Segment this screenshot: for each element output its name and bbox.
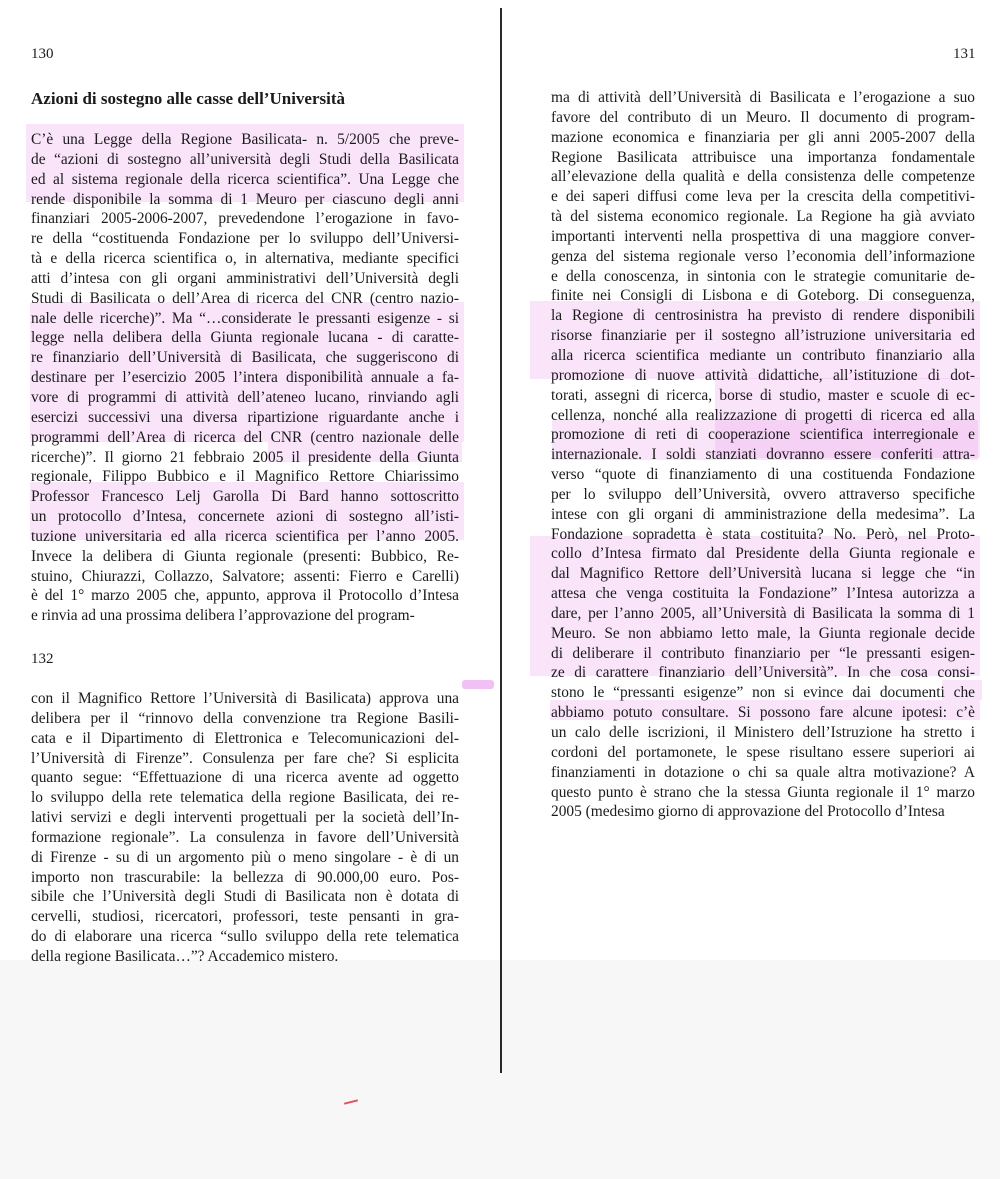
text-line: delibera per il “rinnovo della convenzione tra Regione Basili-	[31, 709, 459, 727]
text-line: 2005 (medesimo giorno di approvazione del Protocollo d’Intesa	[551, 803, 945, 821]
text-line: do di elaborare una ricerca “sullo sviluppo della rete telematica	[31, 928, 459, 946]
text-line: è del 1° marzo 2005 che, appunto, approva il Protocollo d’Intesa	[31, 587, 459, 605]
text-line: Meuro. Se non abbiamo letto male, la Giunta regionale decide	[551, 624, 975, 642]
text-line: Studi di Basilicata o dell’Area di ricerca del CNR (centro nazio-	[31, 289, 459, 307]
text-line: finanziamenti in dotazione o chi sa quale altra motivazione? A	[551, 763, 975, 781]
text-line: risorse finanziarie per il sostegno all’istruzione universitaria ed	[551, 327, 975, 345]
text-line: tuzione universitaria ed alla ricerca scientifica per l’anno 2005.	[31, 527, 459, 545]
text-line: finanziari 2005-2006-2007, prevedendone l’erogazione in favo-	[31, 210, 459, 228]
text-line: importanti interventi nella prospettiva di una maggiore conver-	[551, 227, 975, 245]
page-130-text-column	[31, 130, 459, 626]
page-number-131: 131	[953, 46, 976, 62]
text-line: C’è una Legge della Regione Basilicata- n. 5/2005 che preve-	[31, 131, 459, 148]
text-line: con il Magnifico Rettore l’Università di Basilicata) approva una	[31, 690, 459, 707]
text-line: tà e della ricerca scientifica o, in alternativa, mediante specifici	[31, 250, 459, 268]
text-line: formazione regionale”. La consulenza in favore dell’Università	[31, 828, 459, 846]
text-line: internazionale. I soldi stanziati dovranno essere conferiti attra-	[551, 446, 975, 464]
text-line: ed al sistema regionale della ricerca scientifica”. Una Legge che	[31, 170, 459, 188]
text-line: mazione economica e finanziaria per gli anni 2005-2007 della	[551, 128, 975, 146]
section-heading: Azioni di sostegno alle casse dell’Università	[31, 89, 346, 108]
text-line: questo punto è strano che la stessa Giunta regionale il 1° marzo	[551, 783, 975, 801]
text-line: cervelli, studiosi, ricercatori, professori, teste pensanti in gra-	[31, 908, 459, 926]
text-line: finite nei Consigli di Lisbona e di Goteborg. Di conseguenza,	[551, 287, 975, 305]
text-line: importo non trascurabile: la bellezza di 90.000,00 euro. Pos-	[31, 868, 459, 886]
text-line: la Regione di centrosinistra ha previsto di rendere disponibili	[551, 307, 975, 325]
text-line: rende disponibile la somma di 1 Meuro per ciascuno degli anni	[31, 190, 459, 208]
page-number-130: 130	[31, 46, 54, 62]
text-line: intese con gli organi di amministrazione della medesima”. La	[551, 505, 975, 523]
text-line: Fondazione sopradetta è stata costituita? No. Però, nel Proto-	[551, 525, 975, 543]
text-line: di deliberare il contributo finanziario per “le pressanti esigen-	[551, 644, 975, 662]
text-line: genza del sistema regionale verso l’economia dell’informazione	[551, 247, 975, 265]
text-line: attesa che venga costituita la Fondazione” l’Intesa autorizza a	[551, 585, 975, 603]
text-line: lo sviluppo della rete telematica della regione Basilicata, dei re-	[31, 789, 459, 807]
text-line: un calo delle iscrizioni, il Ministero dell’Istruzione ha stretto i	[551, 724, 975, 741]
text-line: abbiamo potuto consultare. Si possono fare alcune ipotesi: c’è	[551, 704, 975, 722]
text-line: cata e il Dipartimento di Elettronica e Telecomunicazioni del-	[31, 729, 459, 747]
text-line: regionale, Filippo Bubbico e il Magnifico Rettore Chiarissimo	[31, 468, 459, 486]
text-line: all’elevazione della qualità e della consistenza delle competenze	[551, 168, 975, 186]
page-number-132: 132	[31, 651, 54, 667]
text-line: Regione Basilicata attribuisce una importanza fondamentale	[551, 148, 975, 166]
text-line: e della conoscenza, in sintonia con le strategie comunitarie de-	[551, 267, 975, 285]
text-line: nale delle ricerche)”. Ma “…considerate le pressanti esigenze - si	[31, 309, 459, 327]
text-line: verso “quote di finanziamento di una costituenda Fondazione	[551, 466, 975, 484]
text-line: collo d’Intesa firmato dal Presidente della Giunta regionale e	[551, 545, 975, 563]
text-line: l’Università di Firenze”. Consulenza per fare che? Si esplicita	[31, 749, 459, 767]
text-line: re finanziario dell’Università di Basilicata, che suggeriscono di	[31, 349, 459, 367]
page-131-text-column	[551, 88, 975, 822]
text-line: vore di programmi di attività dell’ateneo lucano, rinviando agli	[31, 388, 459, 406]
text-line: cordoni del portamonete, le spese risultano essere superiori ai	[551, 743, 975, 761]
text-line: per lo sviluppo dell’Università, ovvero attraverso specifiche	[551, 485, 975, 503]
book-spine	[500, 8, 502, 1073]
text-line: ricerche)”. Il giorno 21 febbraio 2005 il presidente della Giunta	[31, 448, 459, 466]
text-line: legge nella delibera della Giunta regionale lucana - di caratte-	[31, 329, 459, 347]
text-line: lativi servizi e degli interventi progettuali per la società dell’In-	[31, 809, 459, 827]
text-line: esercizi successivi una diversa ripartizione riguardante anche i	[31, 408, 459, 426]
text-line: e rinvia ad una prossima delibera l’approvazione del program-	[31, 607, 415, 625]
text-line: stono le “pressanti esigenze” non si evince dai documenti che	[551, 684, 975, 702]
text-line: cellenza, nonché alla realizzazione di progetti di ricerca ed alla	[551, 406, 975, 424]
text-line: dal Magnifico Rettore dell’Università lucana si legge che “in	[551, 565, 975, 583]
text-line: re della “costituenda Fondazione per lo sviluppo dell’Universi-	[31, 230, 459, 248]
text-line: promozione di reti di cooperazione scientifica interregionale e	[551, 426, 975, 444]
text-line: un protocollo d’Intesa, concernete azioni di sostegno all’isti-	[31, 508, 459, 526]
text-line: alla ricerca scientifica mediante un contributo finanziario alla	[551, 346, 975, 364]
highlighter-smudge	[462, 680, 494, 689]
text-line: Professor Francesco Lelj Garolla Di Bard hanno sottoscritto	[31, 488, 459, 506]
text-line: della regione Basilicata…”? Accademico mistero.	[31, 947, 339, 965]
text-line: ma di attività dell’Università di Basilicata e l’erogazione a suo	[551, 89, 975, 106]
text-line: torati, assegni di ricerca, borse di studio, master e scuole di ec-	[551, 386, 975, 404]
text-line: de “azioni di sostegno all’università degli Studi della Basilicata	[31, 150, 459, 168]
text-line: destinare per l’esercizio 2005 l’intera disponibilità annuale a fa-	[31, 369, 459, 387]
text-line: ze di carattere finanziario dell’Università”. In che cosa consi-	[551, 664, 975, 682]
text-line: e dei saperi diffusi come leva per la crescita della competitivi-	[551, 188, 975, 206]
text-line: atti d’intesa con gli organi amministrativi dell’Università degli	[31, 269, 459, 287]
text-line: stuino, Chiurazzi, Collazzo, Salvatore; assenti: Fierro e Carelli)	[31, 567, 459, 585]
text-line: di Firenze - su di un argomento più o meno singolare - è di un	[31, 848, 459, 866]
text-line: dare, per l’anno 2005, all’Università di Basilicata la somma di 1	[551, 604, 975, 622]
text-line: favore del contributo di un Meuro. Il documento di program-	[551, 108, 975, 126]
text-line: tà del sistema economico regionale. La Regione ha già avviato	[551, 208, 975, 226]
text-line: quanto segue: “Effettuazione di una ricerca avente ad oggetto	[31, 769, 459, 787]
text-line: promozione di nuove attività didattiche, all’istituzione di dot-	[551, 366, 975, 384]
text-line: sibile che l’Università degli Studi di Basilicata non è dotata di	[31, 888, 459, 906]
page-132-text-column	[31, 689, 459, 967]
text-line: Invece la delibera di Giunta regionale (presenti: Bubbico, Re-	[31, 547, 459, 565]
text-line: programmi dell’Area di ricerca del CNR (centro nazionale delle	[31, 428, 459, 446]
